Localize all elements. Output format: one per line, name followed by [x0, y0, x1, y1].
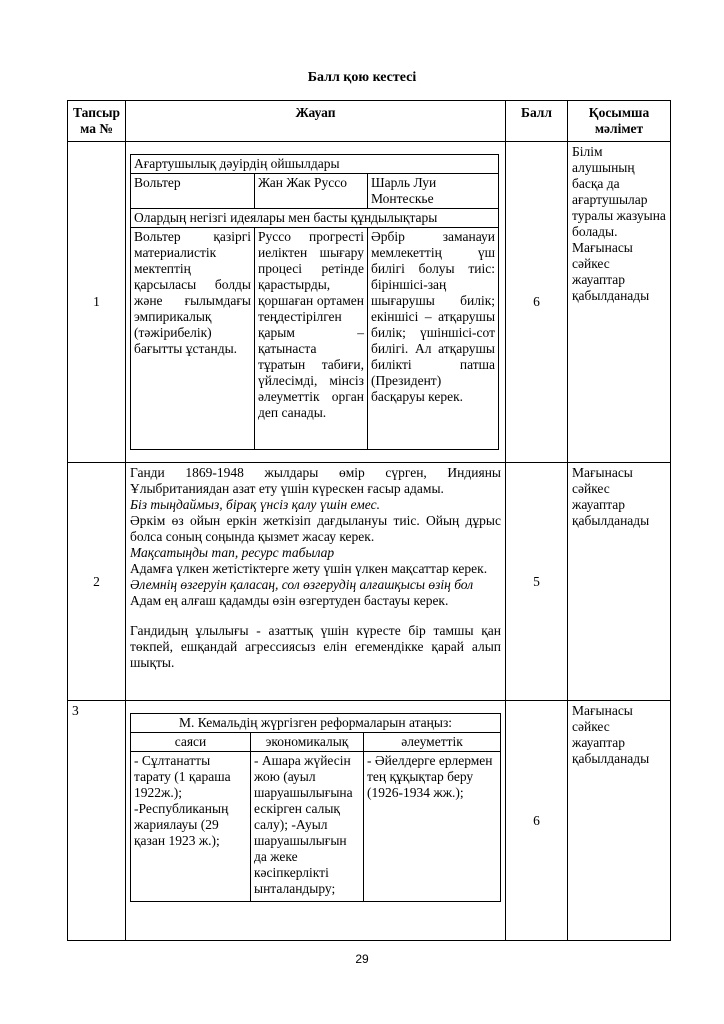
note-cell: Мағынасы сәйкес жауаптар қабылданады — [568, 701, 671, 941]
note-cell: Мағынасы сәйкес жауаптар қабылданады — [568, 463, 671, 701]
name-voltaire: Вольтер — [131, 174, 255, 209]
table-row — [68, 142, 671, 463]
quote-2: Мақсатыңды тап, ресурс табылар — [130, 545, 335, 560]
explanation-3: Адам ең алғаш қадамды өзін өзгертуден бастауы керек. — [130, 593, 449, 608]
gandhi-intro: Ганди 1869-1948 жылдары өмір сүрген, Индияны Ұлыбританиядан азат ету үшін күрескен ғасыр адамы. — [130, 465, 501, 496]
answer-cell — [126, 463, 506, 701]
montesquieu-idea: Әрбір заманауи мемлекеттің үш билігі болуы тиіс: біріншісі-заң шығарушы билік; екіншісі – атқарушы билік; үшіншісі-сот билігі. Ал атқарушы билікті патша (Президент) басқаруы керек. — [368, 228, 499, 450]
col-social: әлеуметтік — [364, 733, 501, 752]
economic-reforms: - Ашара жүйесін жою (ауыл шаруашылығына ескірген салық салу); -Ауыл шаруашылығын да жеке кәсіпкерлікті ынталандыру; — [251, 752, 364, 902]
explanation-2: Адамға үлкен жетістіктерге жету үшін үлкен мақсаттар керек. — [130, 561, 488, 576]
answer-cell — [126, 701, 506, 941]
header-score: Балл — [506, 101, 568, 142]
header-answer: Жауап — [126, 101, 506, 142]
quote-3: Әлемнің өзгеруін қаласаң, сол өзгерудің алғашқысы өзің бол — [130, 577, 474, 592]
page-number: 29 — [355, 952, 369, 966]
gandhi-conclusion: Гандидың ұлылығы - азаттық үшін күресте бір тамшы қан төкпей, ешқандай агрессиясыз елін егемендікке қарай алып шықты. — [130, 623, 501, 670]
score-cell: 5 — [506, 463, 568, 701]
header-row — [68, 101, 671, 142]
table-row — [68, 463, 671, 701]
explanation-1: Әркім өз ойын еркін жеткізіп дағдылануы тиіс. Ойың дұрыс болса соның соңында қызмет жасау керек. — [130, 513, 501, 544]
kemal-reforms-table — [130, 713, 501, 902]
political-reforms: - Сұлтанатты тарату (1 қараша 1922ж.); -Республиканың жариялауы (29 қазан 1923 ж.); — [131, 752, 251, 902]
grading-table — [67, 100, 671, 941]
score-cell: 6 — [506, 701, 568, 941]
note-cell: Білім алушының басқа да ағартушылар туралы жазуына болады. Мағынасы сәйкес жауаптар қабылданады — [568, 142, 671, 463]
answer-cell — [126, 142, 506, 463]
task-number: 1 — [68, 142, 126, 463]
table-row — [68, 701, 671, 941]
inner-title: М. Кемальдің жүргізген реформаларын атаңыз: — [131, 714, 501, 733]
task-number: 2 — [68, 463, 126, 701]
voltaire-idea: Вольтер қазіргі материалистік мектептің қарсыласы болды және ғылымдағы эмпирикалық (тәжірибелік) бағытты ұстанды. — [131, 228, 255, 450]
inner-title: Ағартушылық дәуірдің ойшылдары — [131, 155, 499, 174]
enlightenment-table — [130, 154, 499, 450]
col-political: саяси — [131, 733, 251, 752]
ideas-title: Олардың негізгі идеялары мен басты құндылықтары — [131, 209, 499, 228]
score-cell: 6 — [506, 142, 568, 463]
task-number: 3 — [68, 701, 126, 941]
col-economic: экономикалық — [251, 733, 364, 752]
header-note: Қосымша мәлімет — [568, 101, 671, 142]
name-montesquieu: Шарль Луи Монтескье — [368, 174, 499, 209]
social-reforms: - Әйелдерге ерлермен тең құқықтар беру (1926-1934 жж.); — [364, 752, 501, 902]
rousseau-idea: Руссо прогресті иеліктен шығару процесі ретінде қарастырды, қоршаған ортамен теңдестірілген қарым – қатынаста тұратын табиғи, үйлесімді, мінсіз әлеуметтік орган деп санады. — [255, 228, 368, 450]
name-rousseau: Жан Жак Руссо — [255, 174, 368, 209]
quote-1: Біз тыңдаймыз, бірақ үнсіз қалу үшін емес. — [130, 497, 380, 512]
page-title: Балл қою кестесі — [307, 70, 417, 85]
header-task-no: Тапсыр ма № — [68, 101, 126, 142]
